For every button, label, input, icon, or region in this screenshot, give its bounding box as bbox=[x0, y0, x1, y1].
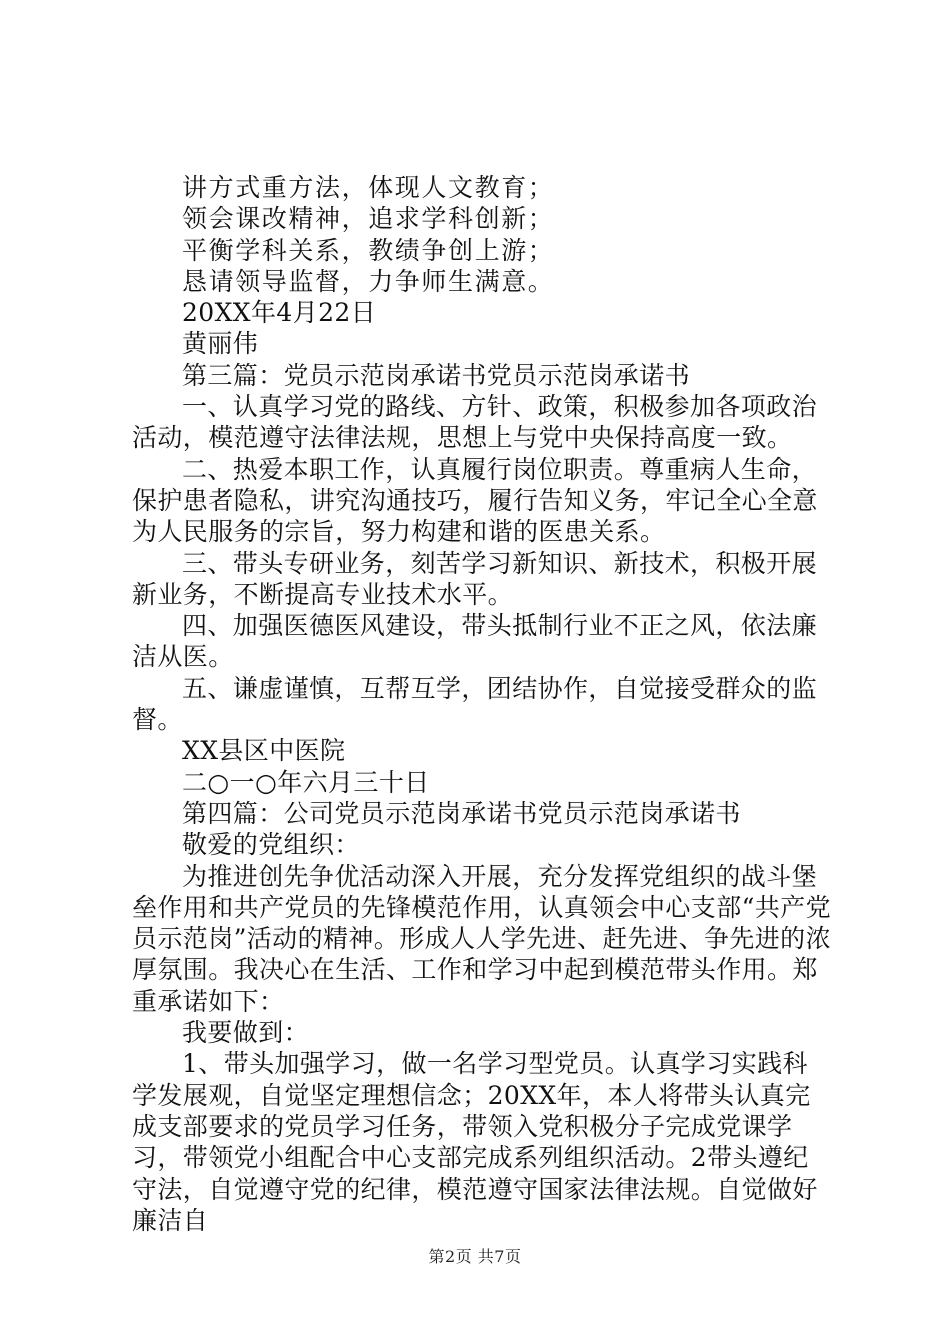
text-line: 平衡学科关系，教绩争创上游； bbox=[182, 235, 555, 265]
paragraph: 二、热爱本职工作，认真履行岗位职责。尊重病人生命，保护患者隐私，讲究沟通技巧，履行告知义务，牢记全心全意为人民服务的宗旨，努力构建和谐的医患关系。 bbox=[132, 454, 818, 547]
section-title: 第三篇：党员示范岗承诺书党员示范岗承诺书 bbox=[182, 360, 691, 390]
text-line: 领会课改精神，追求学科创新； bbox=[182, 204, 555, 234]
signature-org: XX县区中医院 bbox=[182, 736, 346, 766]
paragraph: 为推进创先争优活动深入开展，充分发挥党组织的战斗堡垒作用和共产党员的先锋模范作用，认真领会中心支部“共产党员示范岗”活动的精神。形成人人学先进、赶先进、争先进的浓厚氛围。我决心在生活、工作和学习中起到模范带头作用。郑重承诺如下： bbox=[132, 861, 831, 1016]
paragraph: 一、认真学习党的路线、方针、政策，积极参加各项政治活动，模范遵守法律法规，思想上与党中央保持高度一致。 bbox=[132, 392, 818, 453]
signature-date: 二○一○年六月三十日 bbox=[182, 767, 430, 797]
salutation: 敬爱的党组织： bbox=[182, 830, 360, 860]
paragraph: 我要做到： bbox=[182, 1018, 310, 1048]
paragraph: 五、谦虚谨慎，互帮互学，团结协作，自觉接受群众的监督。 bbox=[132, 673, 818, 735]
document-body bbox=[132, 172, 832, 1236]
paragraph: 三、带头专研业务，刻苦学习新知识、新技术，积极开展新业务，不断提高专业技术水平。 bbox=[132, 548, 818, 609]
text-line: 恳请领导监督，力争师生满意。 bbox=[182, 266, 555, 296]
paragraph: 1、带头加强学习，做一名学习型党员。认真学习实践科学发展观，自觉坚定理想信念；20XX年，本人将带头认真完成支部要求的党员学习任务，带领入党积极分子完成党课学习，带领党小组配合中心支部完成系列组织活动。2带头遵纪守法，自觉遵守党的纪律，模范遵守国家法律法规。自觉做好廉洁自 bbox=[132, 1049, 818, 1235]
text-line: 讲方式重方法，体现人文教育； bbox=[182, 173, 555, 202]
author-name: 黄丽伟 bbox=[182, 329, 259, 359]
section-title: 第四篇：公司党员示范岗承诺书党员示范岗承诺书 bbox=[182, 798, 741, 828]
paragraph: 四、加强医德医风建设，带头抵制行业不正之风，依法廉洁从医。 bbox=[132, 611, 818, 672]
date-line: 20XX年4月22日 bbox=[182, 298, 377, 328]
page-footer: 第2页 共7页 bbox=[428, 1247, 522, 1266]
